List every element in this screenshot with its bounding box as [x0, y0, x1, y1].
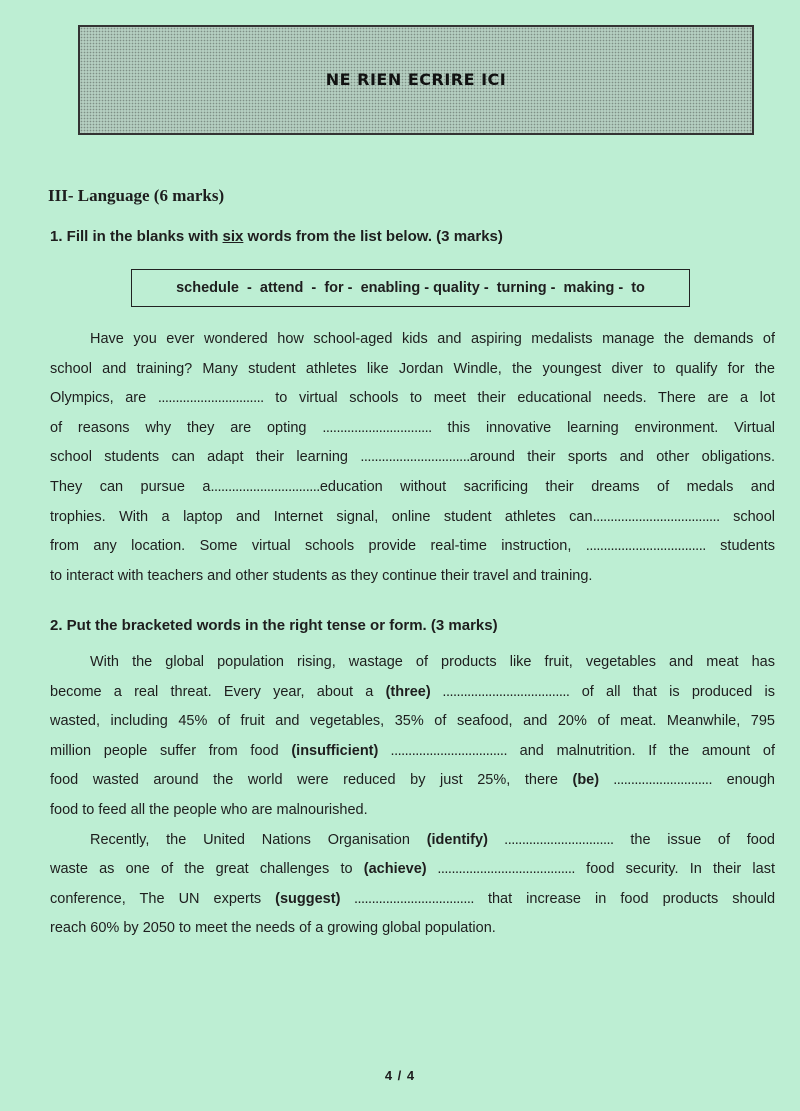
line-text: and malnutrition. If the amount of — [506, 742, 775, 759]
line-text: to virtual schools to meet their educational needs. There are a lot — [263, 390, 775, 407]
question-1-title-emphasis: six — [222, 228, 244, 245]
passage-line — [50, 473, 775, 503]
passage-line — [50, 766, 775, 796]
line-text: With the global population rising, wastage of products like fruit, vegetables and meat has — [90, 654, 775, 670]
passage-line — [50, 678, 775, 708]
line-text: of all that is produced is — [569, 683, 775, 700]
bracketed-word: (suggest) — [275, 890, 341, 907]
line-text: school students can adapt their learning — [50, 449, 361, 466]
line-text: waste as one of the great challenges to — [50, 861, 364, 878]
passage-line — [50, 355, 775, 385]
line-text: conference, The UN experts — [50, 890, 276, 907]
bracketed-word: (insufficient) — [291, 742, 379, 759]
blank-4[interactable]: ............................... — [210, 478, 320, 495]
passage-line — [50, 914, 775, 944]
question-1-title-post: words from the list below. (3 marks) — [243, 228, 503, 245]
line-text: food wasted around the world were reduced by just 25%, there — [50, 772, 573, 789]
passage-line — [50, 384, 775, 414]
word-list-box — [131, 269, 690, 307]
line-text: from any location. Some virtual schools provide real-time instruction, — [50, 538, 586, 555]
question-1-title-pre: 1. Fill in the blanks with — [50, 228, 223, 245]
bracketed-word: (identify) — [426, 831, 488, 848]
passage-line — [50, 562, 775, 592]
blank-6[interactable]: .................................. — [340, 890, 474, 907]
passage-line — [50, 826, 775, 856]
passage-line — [50, 648, 775, 678]
blank-5[interactable]: ....................................... — [426, 861, 575, 878]
passage-line — [50, 796, 775, 826]
line-text: Recently, the United Nations Organisation — [90, 831, 427, 848]
passage-line — [50, 503, 775, 533]
blank-2[interactable]: ............................... — [322, 419, 432, 436]
bracketed-word: (be) — [572, 772, 600, 789]
blank-2[interactable]: ................................. — [378, 742, 507, 759]
passage-line — [50, 737, 775, 767]
line-text: million people suffer from food — [50, 742, 292, 759]
bracketed-word: (achieve) — [363, 861, 427, 878]
line-text: of reasons why they are opting — [50, 419, 323, 436]
line-text: around their sports and other obligations. — [469, 449, 775, 466]
line-text: food security. In their last — [574, 861, 775, 878]
blank-4[interactable]: ............................... — [487, 831, 614, 848]
line-text: enough — [712, 772, 775, 789]
passage-line — [50, 443, 775, 473]
passage-line — [50, 414, 775, 444]
blank-3[interactable]: ............................... — [360, 449, 470, 466]
passage-line — [50, 532, 775, 562]
question-2-title: 2. Put the bracketed words in the right tense or form. (3 marks) — [50, 617, 498, 634]
line-text: school and training? Many student athletes like Jordan Windle, the youngest diver to qualify for the — [50, 360, 775, 377]
blank-1[interactable]: .................................... — [430, 683, 570, 700]
question-2-passage — [50, 648, 775, 944]
page-number: 4 / 4 — [384, 1068, 416, 1083]
passage-line — [50, 885, 775, 915]
blank-3[interactable]: ............................ — [599, 772, 712, 789]
line-text: trophies. With a laptop and Internet signal, online student athletes can — [50, 508, 593, 525]
line-text: this innovative learning environment. Virtual — [431, 419, 775, 436]
line-text: school — [719, 508, 775, 525]
passage-line — [50, 707, 775, 737]
passage-line — [50, 855, 775, 885]
line-text: reach 60% by 2050 to meet the needs of a growing global population. — [50, 920, 496, 937]
word-list: schedule - attend - for - enabling - quality - turning - making - to — [176, 280, 645, 296]
line-text: to interact with teachers and other students as they continue their travel and training. — [50, 567, 593, 584]
question-1-passage — [50, 325, 775, 591]
line-text: the issue of food — [613, 831, 775, 848]
passage-line — [50, 325, 775, 355]
line-text: wasted, including 45% of fruit and vegetables, 35% of seafood, and 20% of meat. Meanwhile, 795 — [50, 713, 775, 730]
question-1-title — [50, 228, 503, 245]
line-text: education without sacrificing their dreams of medals and — [319, 478, 775, 495]
do-not-write-box — [78, 25, 754, 135]
line-text: students — [705, 538, 775, 555]
line-text: They can pursue a — [50, 478, 211, 495]
line-text: Have you ever wondered how school-aged kids and aspiring medalists manage the demands of — [90, 331, 775, 347]
line-text: that increase in food products should — [473, 890, 775, 907]
blank-6[interactable]: .................................. — [585, 538, 706, 555]
line-text: become a real threat. Every year, about a — [50, 683, 386, 700]
blank-5[interactable]: .................................... — [592, 508, 720, 525]
section-title: III- Language (6 marks) — [48, 186, 225, 205]
bracketed-word: (three) — [385, 683, 431, 700]
line-text: food to feed all the people who are malnourished. — [50, 801, 368, 818]
line-text: Olympics, are — [50, 390, 158, 407]
blank-1[interactable]: .............................. — [157, 390, 264, 407]
do-not-write-label: NE RIEN ECRIRE ICI — [325, 70, 507, 89]
